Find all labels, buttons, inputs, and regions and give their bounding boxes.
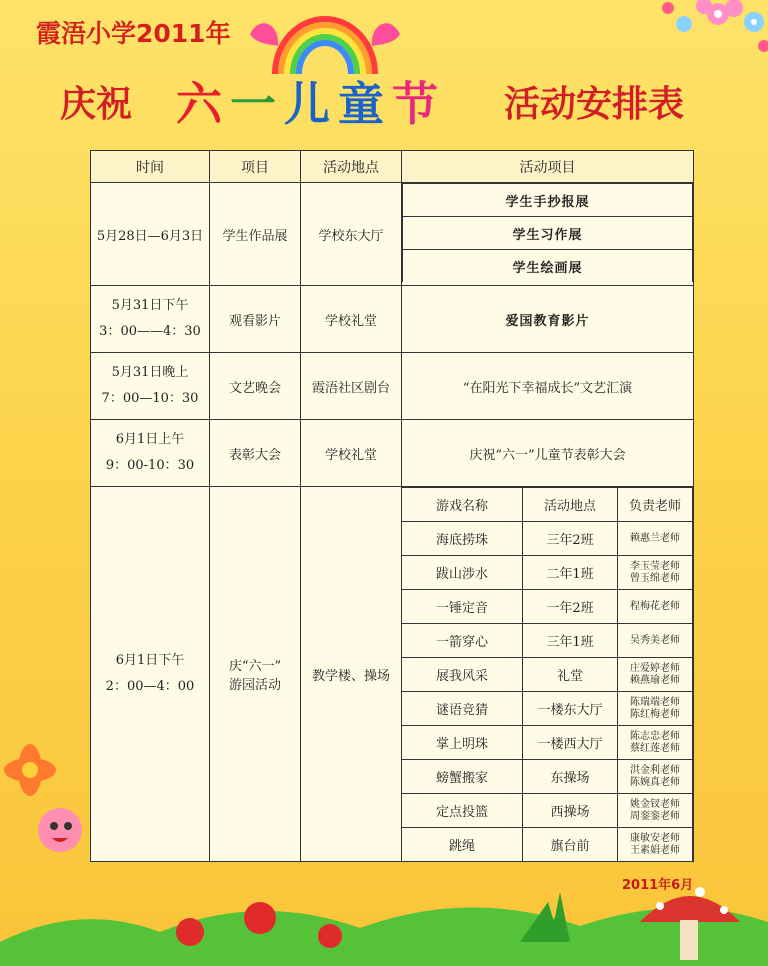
activity-item: 学生手抄报展 (403, 184, 693, 217)
game-teacher: 赖惠兰老师 (618, 522, 693, 556)
game-teacher: 康敏安老师 (630, 832, 680, 844)
table-header-row (91, 151, 694, 183)
activity-cell (402, 183, 694, 286)
game-name: 螃蟹搬家 (402, 760, 523, 794)
flower-decoration-top-right (568, 0, 768, 60)
time-range: 2：00—4：00 (105, 679, 195, 694)
item-cell: 观看影片 (210, 286, 301, 353)
headline-char: 六 (176, 77, 230, 131)
school-year-title: 霞浯小学2011年 (36, 19, 231, 48)
game-name: 谜语竞猜 (402, 692, 523, 726)
game-row (402, 726, 693, 760)
game-teachers (618, 794, 693, 828)
activity-item: 学生绘画展 (403, 250, 693, 283)
item-line: 庆“六一” (228, 659, 282, 674)
headline-char: 一 (230, 77, 284, 131)
headline-char: 儿 (284, 77, 338, 131)
game-name: 展我风采 (402, 658, 523, 692)
game-teacher: 庄爱婷老师 (630, 662, 680, 674)
games-cell (402, 487, 694, 862)
game-row (402, 556, 693, 590)
game-teacher: 蔡红莲老师 (630, 742, 680, 754)
game-teachers (618, 692, 693, 726)
game-teachers (618, 556, 693, 590)
games-column-header: 负责老师 (618, 488, 693, 522)
game-teacher: 程梅花老师 (618, 590, 693, 624)
game-row (402, 692, 693, 726)
column-header: 时间 (91, 151, 210, 183)
game-name: 掌上明珠 (402, 726, 523, 760)
game-name: 一锤定音 (402, 590, 523, 624)
flower-decoration-bottom-left (0, 740, 90, 860)
game-teacher: 吴秀美老师 (618, 624, 693, 658)
time-cell (91, 487, 210, 862)
game-place: 旗台前 (523, 828, 618, 862)
game-place: 三年1班 (523, 624, 618, 658)
item-line: 游园活动 (228, 678, 281, 693)
game-row (402, 624, 693, 658)
games-column-header: 活动地点 (523, 488, 618, 522)
headline-suffix: 活动安排表 (504, 84, 685, 125)
table-row (91, 353, 694, 420)
place-cell: 霞浯社区剧台 (301, 353, 402, 420)
game-row (402, 760, 693, 794)
headline (60, 70, 720, 140)
game-name: 跋山涉水 (402, 556, 523, 590)
headline-festival (176, 68, 446, 134)
games-column-header: 游戏名称 (402, 488, 523, 522)
activity-item: 学生习作展 (403, 217, 693, 250)
game-name: 海底捞珠 (402, 522, 523, 556)
table-row (91, 487, 694, 862)
headline-char: 节 (392, 77, 446, 131)
game-teacher: 陈红梅老师 (630, 708, 680, 720)
item-cell: 学生作品展 (210, 183, 301, 286)
item-cell: 文艺晚会 (210, 353, 301, 420)
item-cell: 表彰大会 (210, 420, 301, 487)
place-cell: 学校东大厅 (301, 183, 402, 286)
game-row (402, 522, 693, 556)
games-table (402, 487, 693, 861)
game-teacher: 李玉莹老师 (630, 560, 680, 572)
time-date: 6月1日下午 (115, 653, 185, 668)
table-row (91, 183, 694, 286)
game-teacher: 陈志忠老师 (630, 730, 680, 742)
game-place: 西操场 (523, 794, 618, 828)
time-cell (91, 286, 210, 353)
game-teachers (618, 760, 693, 794)
game-place: 三年2班 (523, 522, 618, 556)
table-row (91, 286, 694, 353)
time-date: 6月1日上午 (115, 432, 185, 447)
time-range: 7：00—10：30 (101, 391, 199, 406)
game-teacher: 陈瑞端老师 (630, 696, 680, 708)
column-header: 项目 (210, 151, 301, 183)
time-date: 5月31日晚上 (111, 365, 189, 380)
headline-prefix: 庆祝 (60, 84, 133, 125)
game-place: 二年1班 (523, 556, 618, 590)
column-header: 活动项目 (402, 151, 694, 183)
item-cell (210, 487, 301, 862)
time-cell (91, 420, 210, 487)
schedule-table (90, 150, 694, 862)
headline-char: 童 (338, 77, 392, 131)
place-cell: 学校礼堂 (301, 420, 402, 487)
time-cell: 5月28日—6月3日 (91, 183, 210, 286)
game-teachers (618, 658, 693, 692)
game-teacher: 姚金钗老师 (630, 798, 680, 810)
activity-cell: 庆祝“六一”儿童节表彰大会 (402, 420, 694, 487)
game-teacher: 曾玉绵老师 (630, 572, 680, 584)
activity-cell: 爱国教育影片 (402, 286, 694, 353)
place-cell: 学校礼堂 (301, 286, 402, 353)
game-row (402, 794, 693, 828)
game-place: 一年2班 (523, 590, 618, 624)
game-teacher: 王素娟老师 (630, 844, 680, 856)
game-name: 跳绳 (402, 828, 523, 862)
game-teacher: 赖燕瑜老师 (630, 674, 680, 686)
game-place: 一楼东大厅 (523, 692, 618, 726)
game-teacher: 陈婉真老师 (630, 776, 680, 788)
table-row (91, 420, 694, 487)
game-row (402, 590, 693, 624)
place-cell: 教学楼、操场 (301, 487, 402, 862)
time-range: 9：00-10：30 (105, 458, 195, 473)
game-place: 礼堂 (523, 658, 618, 692)
game-place: 一楼西大厅 (523, 726, 618, 760)
column-header: 活动地点 (301, 151, 402, 183)
time-cell (91, 353, 210, 420)
game-row (402, 658, 693, 692)
game-row (402, 828, 693, 862)
game-teacher: 洪金利老师 (630, 764, 680, 776)
activity-cell: “在阳光下幸福成长”文艺汇演 (402, 353, 694, 420)
game-name: 定点投篮 (402, 794, 523, 828)
game-teachers (618, 828, 693, 862)
games-header-row (402, 488, 693, 522)
game-teachers (618, 726, 693, 760)
game-teacher: 周銮銮老师 (630, 810, 680, 822)
footer-date: 2011年6月 (622, 878, 694, 893)
game-name: 一箭穿心 (402, 624, 523, 658)
time-date: 5月31日下午 (111, 298, 189, 313)
time-range: 3：00——4：30 (99, 324, 201, 339)
game-place: 东操场 (523, 760, 618, 794)
